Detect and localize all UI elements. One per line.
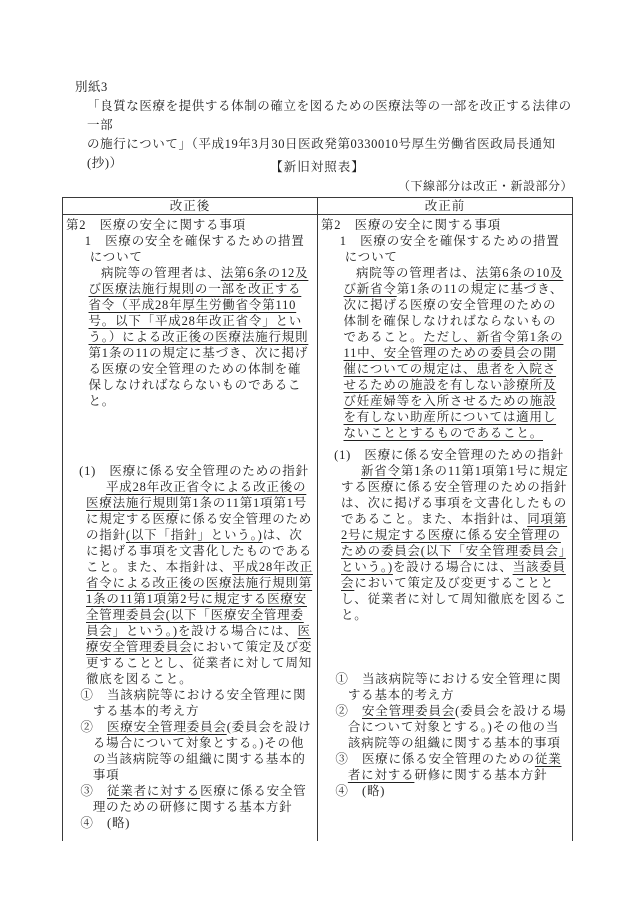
column-after-revision-content	[63, 215, 317, 841]
table-body-row	[62, 214, 573, 841]
old-new-comparison-table	[62, 197, 573, 841]
revision-underlined-text: (以下「指針」という。)	[125, 528, 263, 542]
text-run: (1) 医療に係る安全管理のための指針	[79, 464, 309, 478]
title-line-2: の施行について」（平成19年3月30日医政発第0330010号厚生労働省医政局長通知(抄)）	[87, 137, 556, 170]
numbered-item	[80, 783, 314, 815]
text-run: において策定及び変更することとし、従業者に対して周知徹底を図ること。	[341, 576, 568, 622]
text-run: 病院等の管理者は、	[356, 266, 476, 280]
comparison-table-caption: 【新旧対照表】	[270, 160, 365, 174]
numbered-item	[335, 671, 569, 703]
text-run: 1 医療の安全を確保するための措置について	[339, 234, 560, 264]
text-run: 第1条の11の規定に基づき、次に掲げる医療の安全管理のための体制を確保しなければならないものであること。	[343, 282, 564, 344]
text-run: 第2 医療の安全に関する事項	[321, 218, 501, 232]
numbered-item	[335, 703, 569, 751]
text-run: 病院等の管理者は、	[101, 266, 221, 280]
measure-item	[339, 233, 569, 265]
text-run: ④ (略)	[80, 816, 131, 830]
numbered-item	[80, 815, 314, 831]
text-run: ④ (略)	[335, 784, 386, 798]
text-run: 設ける場合には、	[191, 624, 298, 638]
paragraph	[89, 265, 315, 409]
revision-underlined-text: 従業者に対する	[347, 752, 562, 782]
column-header-after-revision: 改正後	[169, 199, 211, 213]
text-run: ②	[80, 720, 107, 734]
revision-underlined-text: 従業者に対する	[106, 784, 201, 798]
text-run: (1) 医療に係る安全管理のための指針	[334, 448, 564, 462]
section-heading	[321, 217, 569, 233]
numbered-item	[80, 687, 314, 719]
text-run: (委員会を設ける場合について対象とする。)その他の当該病院等の組織に関する基本的事項	[347, 704, 567, 750]
clause-paragraph	[86, 479, 314, 687]
revision-underlined-text: 平成28年改正省令による改正後の医療法施行規則	[86, 480, 307, 510]
revision-underlined-text: ただし、新省令第1条の11中、安全管理のための委員会の開催についての規定は、患者を入院させるための施設を有しない診療所及び妊産婦等を入所させるための施設を有しない助産所については適用しないこととするものであること。	[343, 330, 564, 440]
text-run: ① 当該病院等における安全管理に関する基本的考え方	[335, 672, 562, 702]
clause-heading	[334, 447, 569, 463]
revision-underlined-text: 新省令	[361, 464, 401, 478]
revision-underlined-text: 当該委員会	[341, 560, 566, 590]
paragraph	[344, 265, 570, 441]
revision-underlined-text: 安全管理委員会	[361, 704, 456, 718]
text-run: 第1条の11第1項第1号に規定する医療に係る安全管理のための指針	[86, 496, 313, 542]
column-before-revision-content	[317, 215, 572, 841]
text-run: ③ 医療に係る安全管理のための	[335, 752, 535, 766]
revision-underlined-text: 法第6条の10及び新省令	[343, 266, 564, 296]
underline-note: （下線部分は改正・新設部分）	[397, 179, 573, 193]
spacer	[66, 409, 314, 463]
revision-underlined-text: 法第6条の12及び医療法施行規則の一部を改正する省令（平成28年厚生労働省令第110号。以下「平成28年改正省令」という。）による改正後の医療法施行規則	[88, 266, 309, 344]
text-run: 医療に係る安全管理のための研修に関する基本方針	[92, 784, 307, 814]
text-run: 第1条の11の規定に基づき、次に掲げる医療の安全管理のための体制を確保しなければならないものであること。	[88, 346, 309, 408]
spacer	[321, 623, 569, 671]
revision-underlined-text: 同項第2号に規定する医療に係る安全管理のための委員会(以下「安全管理委員会」という。)	[341, 512, 568, 574]
text-run: 第1条の11第1項第1号に規定する医療に係る安全管理のための指針は、次に掲げる事項を文書化したものであること。また、本指針は、	[341, 464, 569, 526]
text-run: 1 医療の安全を確保するための措置について	[84, 234, 305, 264]
numbered-item	[335, 783, 569, 799]
text-run: において策定及び変更することとし、従業者に対して周知徹底を図ること。	[86, 640, 313, 686]
revision-underlined-text: 医療安全管理委員会	[86, 624, 311, 654]
numbered-item	[80, 719, 314, 783]
numbered-item	[335, 751, 569, 783]
text-run: ③	[80, 784, 107, 798]
text-run: ① 当該病院等における安全管理に関する基本的考え方	[80, 688, 307, 718]
revision-underlined-text: 医療安全管理委員会	[106, 720, 227, 734]
text-run: は、次に掲げる事項を文書化したものであること。また、本指針は、	[86, 528, 313, 574]
title-line-1: 「良質な医療を提供する体制の確立を図るための医療法等の一部を改正する法律の一部	[87, 99, 572, 132]
table-header-row	[62, 197, 573, 214]
column-header-before-revision: 改正前	[317, 198, 572, 214]
text-run: を設ける場合には、	[392, 560, 513, 574]
section-heading	[66, 217, 314, 233]
attachment-label: 別紙3	[75, 80, 108, 94]
text-run: 研修に関する基本方針	[414, 768, 548, 782]
clause-paragraph	[341, 463, 569, 623]
measure-item	[84, 233, 314, 265]
clause-heading	[79, 463, 314, 479]
text-run: ②	[335, 704, 362, 718]
text-run: (委員会を設ける場合について対象とする。)その他の当該病院等の組織に関する基本的事項	[92, 720, 312, 782]
text-run: 第2 医療の安全に関する事項	[66, 218, 246, 232]
revision-underlined-text: 平成28年改正省令による改正後の医療法施行規則第1条の11第1項第2号に規定する医療安全管理委員会(以下「医療安全管理委員会」という。)を	[86, 560, 313, 638]
